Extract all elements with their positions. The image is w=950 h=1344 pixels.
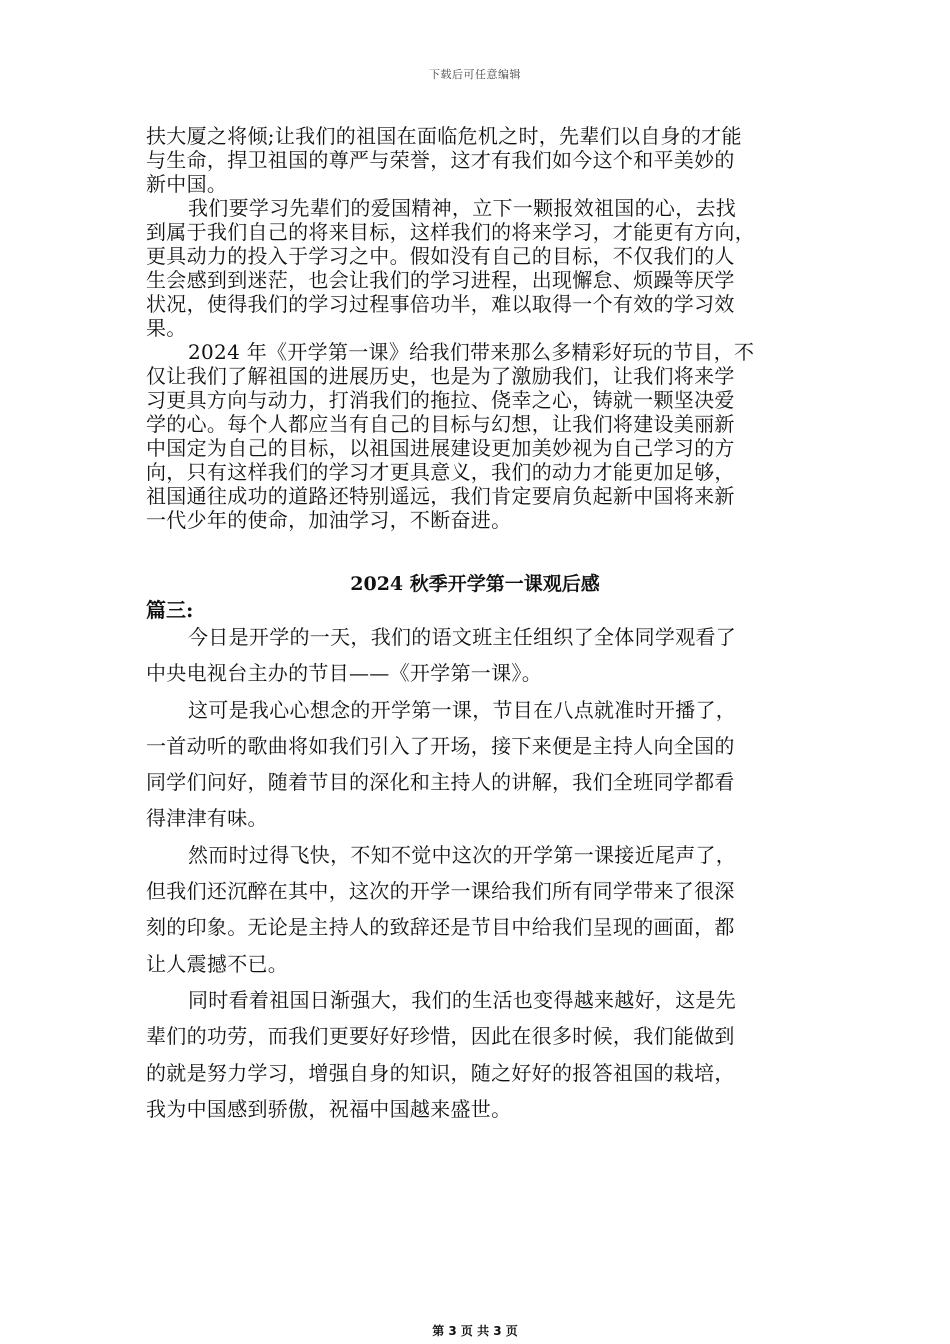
text-line: 的就是努力学习，增强自身的知识，随之好好的报答祖国的栽培， <box>146 1060 735 1085</box>
text-line: 但我们还沉醉在其中，这次的开学一课给我们所有同学带来了很深 <box>146 879 735 904</box>
section-label: 篇三: <box>146 598 194 622</box>
header-note: 下载后可任意编辑 <box>429 68 521 81</box>
text-line: 果。 <box>146 316 187 340</box>
text-line: 状况，使得我们的学习过程事倍功半，难以取得一个有效的学习效 <box>146 292 735 316</box>
body-top <box>146 124 814 532</box>
text-line: 与生命，捍卫祖国的尊严与荣誉，这才有我们如今这个和平美妙的 <box>146 148 735 172</box>
text-line: 扶大厦之将倾;让我们的祖国在面临危机之时，先辈们以自身的才能 <box>146 124 742 148</box>
text-line: 让人震撼不已。 <box>146 951 289 976</box>
text-line: 同时看着祖国日渐强大，我们的生活也变得越来越好，这是先 <box>188 987 737 1012</box>
text-line: 然而时过得飞快，不知不觉中这次的开学第一课接近尾声了， <box>188 842 737 867</box>
text-line: 向，只有这样我们的学习才更具意义，我们的动力才能更加足够， <box>146 460 735 484</box>
text-line: 中国定为自己的目标，以祖国进展建设更加美妙视为自己学习的方 <box>146 436 735 460</box>
body-bottom <box>146 619 814 1127</box>
text-line: 新中国。 <box>146 172 228 196</box>
text-line: 祖国通往成功的道路还特别遥远，我们肯定要肩负起新中国将来新 <box>146 484 735 508</box>
text-line: 这可是我心心想念的开学第一课，节目在八点就准时开播了， <box>188 697 737 722</box>
text-line: 一代少年的使命，加油学习，不断奋进。 <box>146 508 512 532</box>
text-line: 到属于我们自己的将来目标，这样我们的将来学习，才能更有方向， <box>146 220 755 244</box>
text-line: 2024 年《开学第一课》给我们带来那么多精彩好玩的节目，不 <box>188 340 755 364</box>
text-line: 刻的印象。无论是主持人的致辞还是节目中给我们呈现的画面，都 <box>146 915 735 940</box>
text-line: 得津津有味。 <box>146 806 268 831</box>
text-line: 更具动力的投入于学习之中。假如没有自己的目标，不仅我们的人 <box>146 244 735 268</box>
text-line: 辈们的功劳，而我们更要好好珍惜，因此在很多时候，我们能做到 <box>146 1024 735 1049</box>
text-line: 同学们问好，随着节目的深化和主持人的讲解，我们全班同学都看 <box>146 770 735 795</box>
text-line: 我们要学习先辈们的爱国精神，立下一颗报效祖国的心，去找 <box>188 196 737 220</box>
page-number: 第 3 页 共 3 页 <box>432 1324 518 1338</box>
text-line: 习更具方向与动力，打消我们的拖拉、侥幸之心，铸就一颗坚决爱 <box>146 388 735 412</box>
text-line: 生会感到到迷茫，也会让我们的学习进程，出现懈怠、烦躁等厌学 <box>146 268 735 292</box>
section-title: 2024 秋季开学第一课观后感 <box>350 573 600 595</box>
text-line: 今日是开学的一天，我们的语文班主任组织了全体同学观看了 <box>188 625 737 649</box>
text-line: 一首动听的歌曲将如我们引入了开场，接下来便是主持人向全国的 <box>146 733 735 758</box>
text-line: 中央电视台主办的节目——《开学第一课》。 <box>146 661 542 686</box>
text-line: 学的心。每个人都应当有自己的目标与幻想，让我们将建设美丽新 <box>146 412 735 436</box>
text-line: 我为中国感到骄傲，祝福中国越来盛世。 <box>146 1096 512 1121</box>
text-line: 仅让我们了解祖国的进展历史，也是为了激励我们，让我们将来学 <box>146 364 735 388</box>
